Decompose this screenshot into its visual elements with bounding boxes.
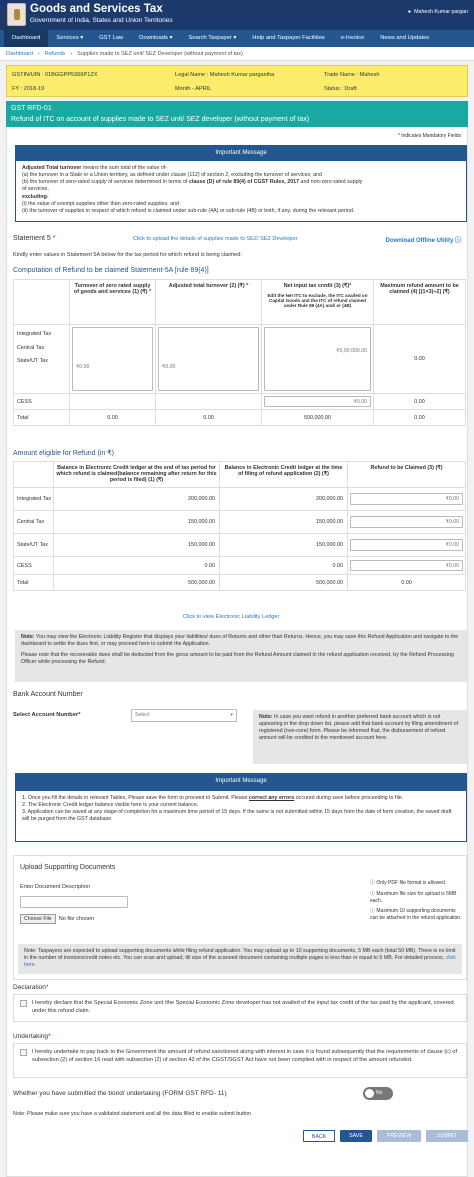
refund-cgst-input[interactable]: ₹0.00 <box>350 516 463 528</box>
preview-button[interactable]: PREVIEW <box>377 1130 421 1142</box>
account-select[interactable]: Select ▾ <box>131 709 237 722</box>
declaration-checkbox[interactable] <box>20 1000 27 1007</box>
computation-table: Turnover of zero rated supply of goods and services (1) (₹) * Adjusted total turnover (2) (₹) * Net input tax credit (3) (₹)* Edit the Net ITC to exclude, the ITC availed on Capital Goods and the ITC of refund claimed under Rule 89 (4A) and/ or (4B) Maximum refund amount to be claimed (4) [(1×3)÷2] (₹) Integrated Tax Central Tax State/UT Tax ₹0.00 ₹0.00 ₹5,00,000.00 0.00 CESS ₹0.00 0.00 Total 0.00 0.00 500,000.00 0.00 <box>13 279 465 426</box>
gst-emblem-icon <box>7 3 26 26</box>
upload-section <box>13 855 467 980</box>
undertaking-box <box>13 1043 467 1078</box>
upload-note: Note: Taxpayers are expected to upload supporting documents while filing refund application. You may upload up to 10 supporting documents, 5 MB each (total 50 MB). There is no limit in the number of invoices/credit notes etc. You can scan and upload, till size of the scanned document containing multiple pages is less than or equal to 5 MB. For detailed process, click here. <box>18 944 462 974</box>
trade-name: Trade Name : Mahesh <box>324 72 380 78</box>
computation-title: Computation of Refund to be claimed Statement-5A [rule 89(4)] <box>13 267 209 274</box>
undertaking-title: Undertaking* <box>13 1033 51 1040</box>
site-header <box>0 0 474 30</box>
table-row: CESS 0.00 0.00 ₹0.00 <box>14 557 466 575</box>
refund-cess-input[interactable]: ₹0.00 <box>350 560 463 571</box>
col-max-refund: Maximum refund amount to be claimed (4) [(1×3)÷2] (₹) <box>374 280 466 325</box>
mandatory-note: * Indicates Mandatory Fields <box>397 133 461 139</box>
breadcrumb-dashboard[interactable]: Dashboard <box>6 50 33 57</box>
final-note: Note: Please make sure you have a validated statement and all the data filled to enable submit button <box>13 1111 251 1117</box>
declaration-title: Declaration* <box>13 984 49 991</box>
info-icon: ⓘ <box>370 908 377 915</box>
refund-sgst-input[interactable]: ₹0.00 <box>350 539 463 551</box>
status: Status : Draft <box>324 86 357 92</box>
chevron-down-icon: ▾ <box>230 712 233 718</box>
document-description-input[interactable] <box>20 896 128 908</box>
breadcrumb: Dashboard › Refunds › Supplies made to SEZ unit/ SEZ Developer (without payment of tax) <box>0 47 474 61</box>
click-here-link[interactable]: click here. <box>24 955 456 969</box>
desc-label: Enter Document Description <box>20 884 90 890</box>
site-title: Goods and Services Tax <box>30 3 163 15</box>
bond-question: Whether you have submitted the bond/ undertaking (FORM GST RFD- 11) <box>13 1090 227 1097</box>
view-liability-ledger-link[interactable]: Click to view Electronic Liability Ledger <box>183 614 280 620</box>
nav-gst-law[interactable]: GST Law <box>99 35 124 41</box>
gstin: GSTIN/UIN : 01BGGPP5366P1ZX <box>12 72 98 78</box>
site-subtitle: Government of India, States and Union Territories <box>30 17 173 24</box>
back-button[interactable]: BACK <box>303 1130 335 1142</box>
adjusted-turnover-input[interactable]: ₹0.00 <box>158 327 259 391</box>
submit-button[interactable]: SUBMIT <box>426 1130 468 1142</box>
toggle-knob <box>365 1089 374 1098</box>
upload-title: Upload Supporting Documents <box>20 864 116 871</box>
breadcrumb-current: Supplies made to SEZ unit/ SEZ Developer (without payment of tax) <box>77 50 243 57</box>
main-nav <box>0 30 474 47</box>
user-menu[interactable] <box>408 9 468 15</box>
table-row: State/UT Tax 150,000.00 150,000.00 ₹0.00 <box>14 534 466 557</box>
table-row: Total 500,000.00 500,000.00 0.00 <box>14 575 466 591</box>
file-picker <box>20 914 94 924</box>
important-message: Important Message Adjusted Total turnover means the sum total of the value of- (a) the turnover in a State or a Union territory, as defined under clause (112) of section 2, excluding the turnover of services; and (b) the turnover of zero-rated supply of services determined in terms of clause (D) of rule 89(4) of CGST Rules, 2017 and non-zero-rated supply of services, excluding- (i) the value of exempt supplies other than zero-rated supplies; and (ii) the turnover of supplies in respect of which refund is claimed under sub-rule (4A) or sub-rule (4B) or both, if any, during the relevant period. <box>15 145 467 222</box>
nav-downloads[interactable]: Downloads ▾ <box>139 35 173 41</box>
undertaking-text: I hereby undertake to pay back to the Government the amount of refund sanctioned along with interest in case it is found subsequently that the requirements of clause (c) of subsection (2) of section 16 read with subsection (2) of section 42 of the CGST/SGST Act have not been complied with in respect of the amount refunded. <box>32 1049 458 1064</box>
nav-dashboard[interactable]: Dashboard <box>4 30 48 47</box>
table-row: Central Tax 150,000.00 150,000.00 ₹0.00 <box>14 511 466 534</box>
legal-name: Legal Name : Mahesh Kumar parganiha <box>175 72 275 78</box>
nav-help[interactable]: Help and Taxpayer Facilities <box>252 35 325 41</box>
month: Month - APRIL <box>175 86 212 92</box>
undertaking-checkbox[interactable] <box>20 1049 27 1056</box>
col-net-itc: Net input tax credit (3) (₹)* Edit the Net ITC to exclude, the ITC availed on Capital Goods and the ITC of refund claimed under Rule 89 (4A) and/ or (4B) <box>262 280 374 325</box>
save-button[interactable]: SAVE <box>340 1130 372 1142</box>
form-card <box>6 127 468 1177</box>
col-adjusted-turnover: Adjusted total turnover (2) (₹) * <box>156 280 262 325</box>
eligible-title: Amount eligible for Refund (in ₹) <box>13 450 114 457</box>
max-refund-value: 0.00 <box>374 325 466 394</box>
bank-title: Bank Account Number <box>13 691 83 698</box>
user-name: Mahesh Kumar pargan <box>414 9 468 15</box>
nav-einvoice[interactable]: e-Invoice <box>340 35 365 41</box>
financial-year: FY : 2018-19 <box>12 86 45 92</box>
net-itc-input[interactable]: ₹5,00,000.00 <box>264 327 371 391</box>
nav-search-taxpayer[interactable]: Search Taxpayer ▾ <box>188 35 237 41</box>
form-title: Refund of ITC on account of supplies made to SEZ unit/ SEZ developer (without payment of tax) <box>11 116 310 123</box>
bank-note: Note: In case you want refund in another preferred bank account which is not appearing in the drop down list, please add that bank account by filing amendment of registered (non-core) form. Please be informed that, the disbursement of refund amount will be credited to the mentioned account here. <box>253 710 467 764</box>
info-icon: ⓘ <box>454 238 461 244</box>
info-icon: ⓘ <box>370 880 377 886</box>
no-file-text: No file chosen <box>58 916 95 922</box>
declaration-text: I hereby declare that the Special Economic Zone unit /the Special Economic Zone developer has not availed of the input tax credit of the tax paid by the applicant, covered under this refund claim. <box>32 1000 454 1015</box>
taxpayer-info-bar <box>6 65 468 97</box>
liability-note: Note: You may view the Electronic Liability Register that displays your liabilities/ dues of Returns and other than Returns. Hence, you may save this Refund Application and navigate to the dashboard to settle the dues first, or may proceed here to submit the Application. Please note that the recoverable dues shall be deducted from the gross amount to be paid from the Refund Amount claimed in the refund application received, by the Refund Processing Officer while processing the Refund. <box>15 630 467 682</box>
zero-rated-turnover-input[interactable]: ₹0.00 <box>72 327 153 391</box>
important-title: Important Message <box>15 145 467 160</box>
cess-itc-input[interactable]: ₹0.00 <box>264 396 371 407</box>
breadcrumb-refunds[interactable]: Refunds <box>44 50 66 57</box>
nav-services[interactable]: Services ▾ <box>56 35 84 41</box>
important-title-2: Important Message <box>15 773 467 790</box>
col-zero-rated: Turnover of zero rated supply of goods and services (1) (₹) * <box>70 280 156 325</box>
upload-rules: ⓘ Only PDF file format is allowed. ⓘ Maximum file size for upload is 5MB each. ⓘ Maximum 10 supporting documents can be attached in the refund application. <box>370 880 462 921</box>
table-row: Integrated Tax 200,000.00 200,000.00 ₹0.00 <box>14 488 466 511</box>
statement-label: Statement 5 * <box>13 235 56 242</box>
download-offline-utility-link[interactable]: Download Offline Utility ⓘ <box>385 238 461 244</box>
eligible-table: Balance in Electronic Credit ledger at the end of tax period for which refund is claimed(balance remaining after return for this period is filed) (1) (₹) Balance in Electronic Credit ledger at the time of filing of refund application (2) (₹) Refund to be Claimed (3) (₹) Integrated Tax 200,000.00 200,000.00 ₹0.00 Central Tax 150,000.00 150,000.00 ₹0.00 State/UT Tax 150,000.00 150,000.00 ₹0.00 CESS 0.00 0.00 ₹0.00 Total 500,000.00 500,000.00 0.00 <box>13 461 465 591</box>
declaration-box <box>13 994 467 1022</box>
account-label: Select Account Number* <box>13 712 81 718</box>
nav-news[interactable]: News and Updates <box>380 35 430 41</box>
choose-file-button[interactable]: Choose File <box>20 914 56 924</box>
info-icon: ⓘ <box>370 890 377 897</box>
refund-igst-input[interactable]: ₹0.00 <box>350 493 463 505</box>
form-code: GST RFD-01 <box>11 105 52 112</box>
upload-sez-details-link[interactable]: Click to upload the details of supplies made to SEZ/ SEZ Developer <box>133 236 298 242</box>
bond-toggle[interactable]: No <box>363 1087 393 1100</box>
statement-instruction: Kindly enter values in Statement 5A below for the tax period for which refund is being claimed: <box>13 252 242 258</box>
important-message-2: Important Message 1. Once you fill the details in relevant Tables, Please save the form to proceed to Submit. Please correct any errors occured during save before proceeding to file. 2. The Electronic Credit ledger balance visible here is your current balance. 3. Application can be saved at any stage of completion for a maximum time period of 15 days. If the same is not submitted within 15 days from the date of form creation, the saved draft will be purged from the GST database. <box>15 773 467 842</box>
person-icon: ● <box>407 9 412 15</box>
form-title-bar <box>6 101 468 127</box>
